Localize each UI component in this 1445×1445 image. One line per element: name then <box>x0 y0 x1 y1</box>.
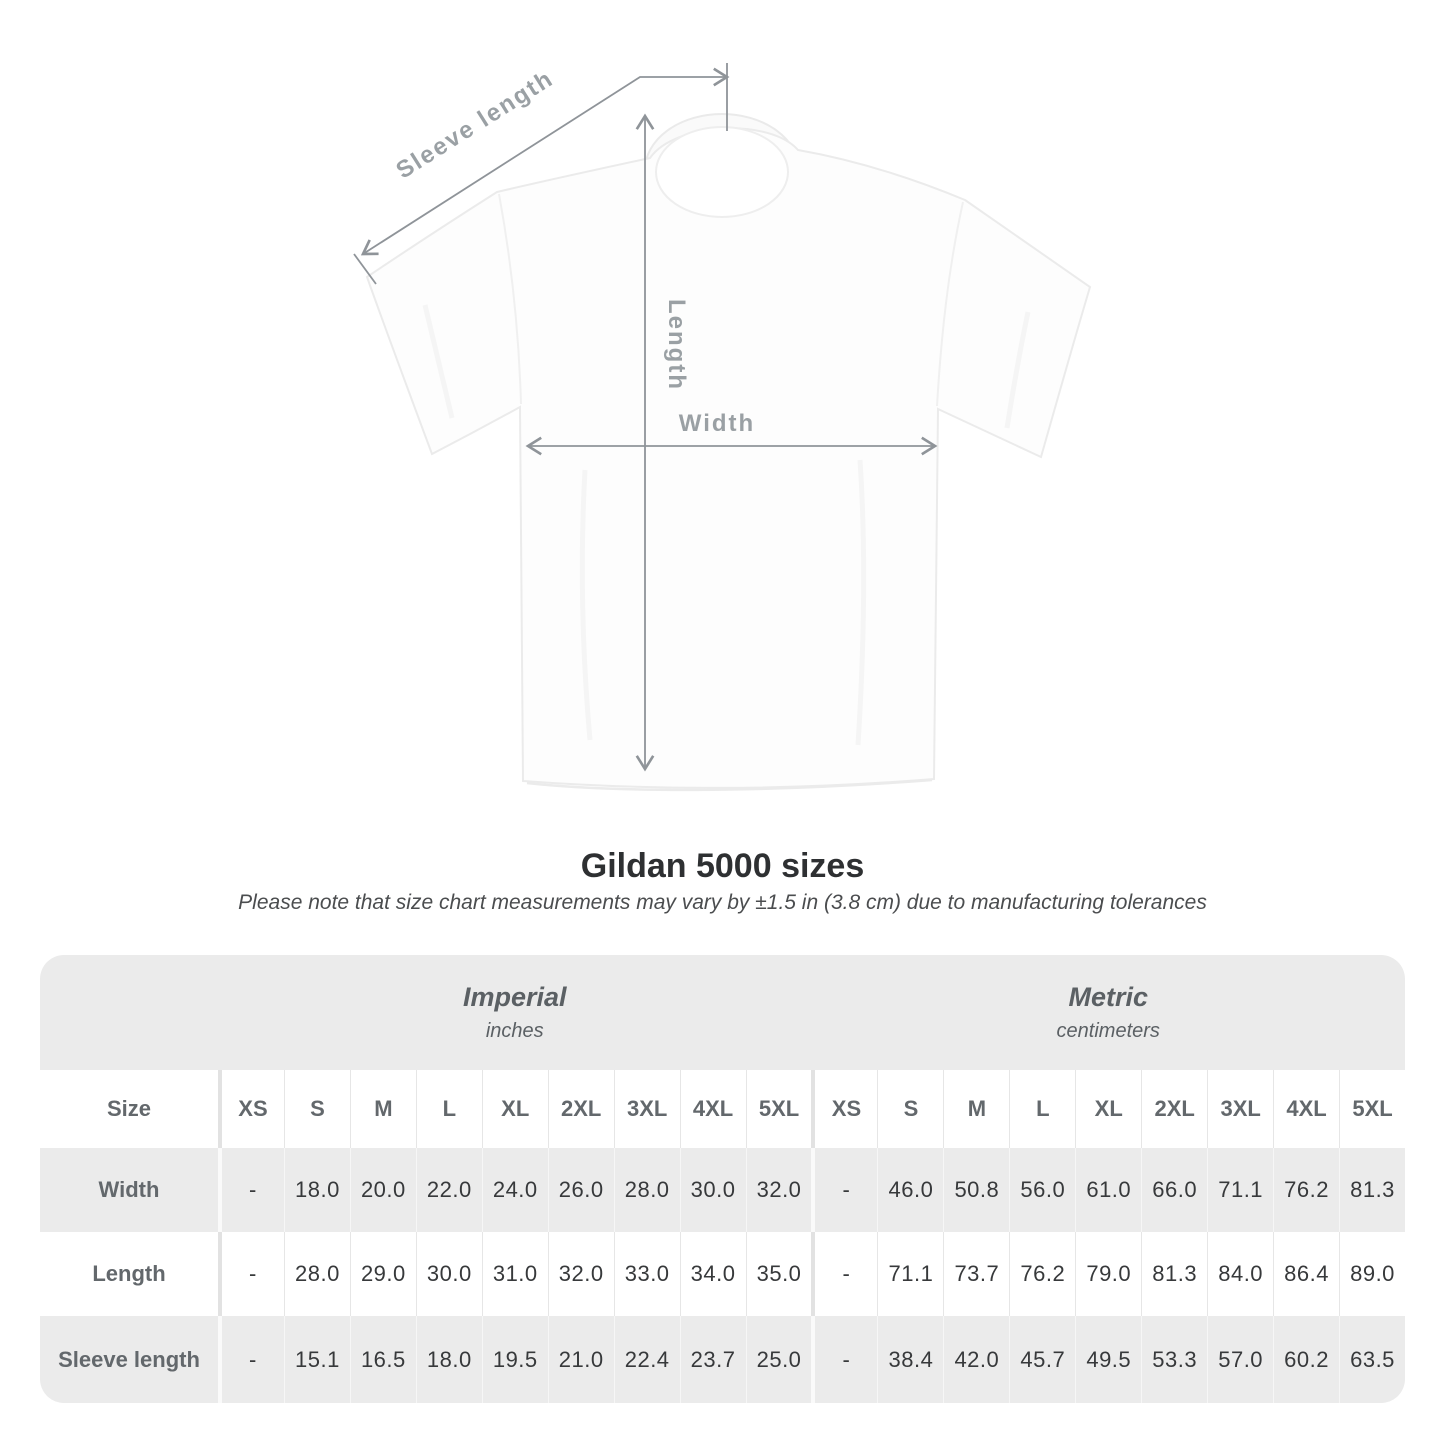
tolerance-note: Please note that size chart measurements may vary by ±1.5 in (3.8 cm) due to manufacturing tolerances <box>238 891 1207 914</box>
row-label: Length <box>40 1232 218 1316</box>
measurement-cell-imperial: - <box>218 1232 284 1316</box>
measurement-cell-metric: 42.0 <box>943 1316 1009 1403</box>
measurement-cell-metric: 89.0 <box>1339 1232 1405 1316</box>
size-header-imperial: M <box>350 1070 416 1148</box>
measurement-cell-metric: 38.4 <box>877 1316 943 1403</box>
measurement-cell-imperial: 30.0 <box>680 1148 746 1232</box>
measurement-cell-metric: 79.0 <box>1075 1232 1141 1316</box>
measurement-cell-imperial: 16.5 <box>350 1316 416 1403</box>
measurement-cell-imperial: - <box>218 1316 284 1403</box>
size-header-imperial: XS <box>218 1070 284 1148</box>
metric-group-header <box>811 955 1405 1070</box>
measurement-cell-metric: 45.7 <box>1009 1316 1075 1403</box>
size-column-header: Size <box>40 1070 218 1148</box>
size-header-imperial: 4XL <box>680 1070 746 1148</box>
size-header-imperial: 5XL <box>746 1070 812 1148</box>
metric-group-title: Metric <box>1068 982 1148 1012</box>
measurement-cell-metric: 63.5 <box>1339 1316 1405 1403</box>
measurement-cell-metric: 56.0 <box>1009 1148 1075 1232</box>
tshirt-collar-rib <box>656 127 788 217</box>
size-header-imperial: 2XL <box>548 1070 614 1148</box>
measurement-cell-metric: 49.5 <box>1075 1316 1141 1403</box>
measurement-cell-imperial: 34.0 <box>680 1232 746 1316</box>
measurement-cell-imperial: 26.0 <box>548 1148 614 1232</box>
page-title: Gildan 5000 sizes <box>580 847 865 885</box>
measurement-cell-metric: 46.0 <box>877 1148 943 1232</box>
length-label: Length <box>663 299 690 391</box>
measurement-cell-metric: 76.2 <box>1009 1232 1075 1316</box>
size-header-imperial: XL <box>482 1070 548 1148</box>
imperial-group-unit: inches <box>485 1020 544 1042</box>
measurement-cell-metric: 71.1 <box>877 1232 943 1316</box>
measurement-cell-metric: 60.2 <box>1273 1316 1339 1403</box>
measurement-cell-metric: 73.7 <box>943 1232 1009 1316</box>
imperial-group-title: Imperial <box>462 982 567 1012</box>
size-table <box>40 955 1405 1403</box>
width-label: Width <box>678 410 756 437</box>
size-header-metric: L <box>1009 1070 1075 1148</box>
measurement-cell-imperial: 18.0 <box>416 1316 482 1403</box>
measurement-cell-metric: 50.8 <box>943 1148 1009 1232</box>
size-header-metric: M <box>943 1070 1009 1148</box>
size-header-imperial: 3XL <box>614 1070 680 1148</box>
size-header-metric: XS <box>811 1070 877 1148</box>
measurement-cell-metric: - <box>811 1232 877 1316</box>
tshirt-graphic <box>367 114 1090 790</box>
size-header-imperial: S <box>284 1070 350 1148</box>
measurement-cell-imperial: 30.0 <box>416 1232 482 1316</box>
measurement-cell-metric: 57.0 <box>1207 1316 1273 1403</box>
measurement-cell-imperial: 28.0 <box>284 1232 350 1316</box>
measurement-cell-imperial: 32.0 <box>548 1232 614 1316</box>
measurement-cell-imperial: 21.0 <box>548 1316 614 1403</box>
measurement-cell-metric: 81.3 <box>1141 1232 1207 1316</box>
measurement-cell-imperial: 31.0 <box>482 1232 548 1316</box>
measurement-cell-imperial: 35.0 <box>746 1232 812 1316</box>
imperial-group-header <box>218 955 811 1070</box>
size-header-metric: 3XL <box>1207 1070 1273 1148</box>
size-header-metric: 5XL <box>1339 1070 1405 1148</box>
tshirt-body <box>367 128 1090 788</box>
measurement-cell-imperial: 28.0 <box>614 1148 680 1232</box>
measurement-cell-imperial: 24.0 <box>482 1148 548 1232</box>
sleeve-end-tick <box>354 254 376 284</box>
measurement-cell-metric: 81.3 <box>1339 1148 1405 1232</box>
measurement-cell-imperial: 20.0 <box>350 1148 416 1232</box>
measurement-cell-imperial: 32.0 <box>746 1148 812 1232</box>
size-header-metric: XL <box>1075 1070 1141 1148</box>
measurement-cell-metric: 61.0 <box>1075 1148 1141 1232</box>
measurement-cell-imperial: 22.0 <box>416 1148 482 1232</box>
measurement-cell-metric: - <box>811 1316 877 1403</box>
sleeve-length-label: Sleeve length <box>391 64 559 185</box>
measurement-cell-metric: 53.3 <box>1141 1316 1207 1403</box>
table-band-corner <box>40 955 218 1070</box>
measurement-cell-metric: 66.0 <box>1141 1148 1207 1232</box>
row-label: Sleeve length <box>40 1316 218 1403</box>
size-header-metric: 4XL <box>1273 1070 1339 1148</box>
measurement-cell-imperial: 33.0 <box>614 1232 680 1316</box>
measurement-cell-imperial: 29.0 <box>350 1232 416 1316</box>
measurement-cell-imperial: 23.7 <box>680 1316 746 1403</box>
size-header-metric: 2XL <box>1141 1070 1207 1148</box>
measurement-cell-imperial: 15.1 <box>284 1316 350 1403</box>
measurement-cell-metric: - <box>811 1148 877 1232</box>
measurement-cell-imperial: 18.0 <box>284 1148 350 1232</box>
measurement-cell-metric: 86.4 <box>1273 1232 1339 1316</box>
size-header-metric: S <box>877 1070 943 1148</box>
measurement-cell-metric: 84.0 <box>1207 1232 1273 1316</box>
metric-group-unit: centimeters <box>1056 1020 1160 1042</box>
measurement-cell-imperial: 25.0 <box>746 1316 812 1403</box>
row-label: Width <box>40 1148 218 1232</box>
measurement-cell-metric: 71.1 <box>1207 1148 1273 1232</box>
measurement-cell-metric: 76.2 <box>1273 1148 1339 1232</box>
size-header-imperial: L <box>416 1070 482 1148</box>
measurement-cell-imperial: 19.5 <box>482 1316 548 1403</box>
measurement-cell-imperial: - <box>218 1148 284 1232</box>
measurement-cell-imperial: 22.4 <box>614 1316 680 1403</box>
